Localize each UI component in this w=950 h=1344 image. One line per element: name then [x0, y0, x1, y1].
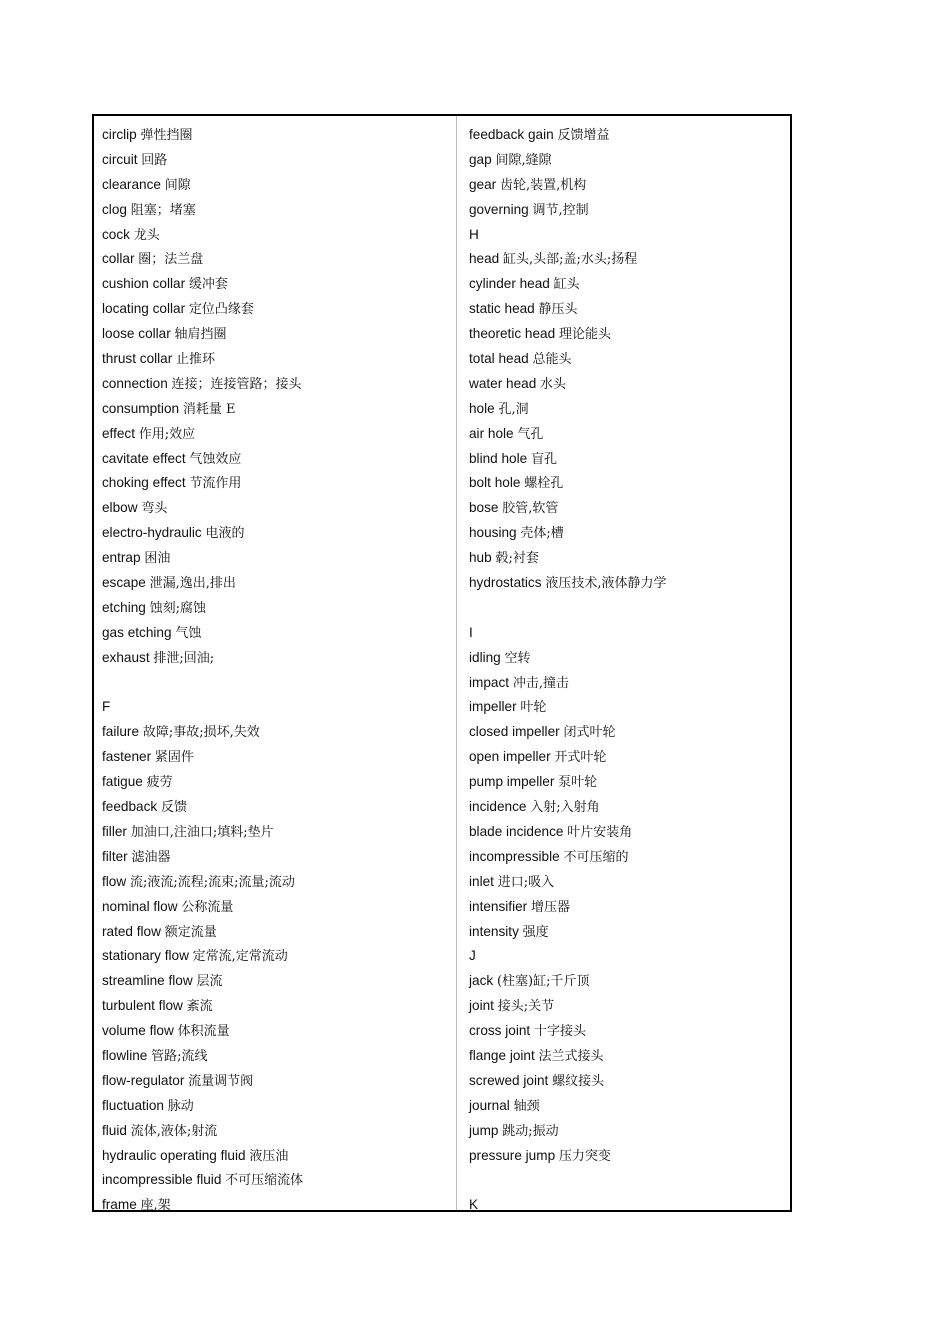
term-chinese: 齿轮,装置,机构 [500, 177, 587, 193]
term-chinese: 定位凸缘套 [188, 302, 254, 318]
term-english: consumption [102, 400, 180, 416]
term-chinese: 节流作用 [189, 476, 242, 492]
term-chinese: 连接；连接管路；接头 [171, 376, 302, 392]
term-english: cross joint [469, 1023, 531, 1039]
glossary-entry [102, 297, 452, 322]
term-english: fatigue [102, 774, 143, 790]
term-chinese: 壳体;槽 [520, 526, 564, 542]
glossary-entry [102, 1168, 452, 1193]
term-chinese: 紊流 [186, 999, 213, 1015]
glossary-entry [469, 720, 787, 745]
term-chinese: 入射;入射角 [530, 800, 600, 816]
term-chinese: 疲劳 [146, 775, 173, 791]
glossary-entry [469, 646, 787, 671]
term-english: impeller [469, 699, 517, 715]
term-english: feedback [102, 799, 158, 815]
term-english: cock [102, 226, 130, 242]
glossary-entry [102, 1144, 452, 1169]
term-chinese: 开式叶轮 [554, 750, 607, 766]
term-english: choking effect [102, 475, 186, 491]
glossary-entry [102, 944, 452, 969]
term-chinese: 液压油 [249, 1148, 289, 1164]
term-chinese: 胶管,软管 [502, 501, 559, 517]
term-chinese: 孔,洞 [498, 401, 529, 417]
term-english: idling [469, 649, 501, 665]
term-chinese: 间隙,缝隙 [495, 152, 552, 168]
term-chinese: 管路;流线 [151, 1048, 208, 1064]
term-chinese: 座,架 [140, 1198, 171, 1214]
term-english: F [102, 699, 111, 715]
term-english: gas etching [102, 624, 172, 640]
glossary-entry [102, 994, 452, 1019]
glossary-entry [469, 1193, 787, 1218]
term-english: total head [469, 351, 529, 367]
term-english: incidence [469, 799, 527, 815]
glossary-entry [469, 223, 787, 248]
term-chinese: 增压器 [530, 899, 570, 915]
term-english: screwed joint [469, 1072, 549, 1088]
term-chinese: 回路 [141, 152, 168, 168]
term-chinese: 困油 [144, 551, 171, 567]
term-english: theoretic head [469, 326, 556, 342]
term-english: circuit [102, 151, 138, 167]
term-chinese: 气蚀效应 [189, 451, 242, 467]
term-english: fluctuation [102, 1097, 164, 1113]
term-chinese: 空转 [504, 650, 531, 666]
term-chinese: 接头;关节 [497, 999, 555, 1015]
glossary-entry [102, 123, 452, 148]
term-english: governing [469, 201, 529, 217]
left-column [102, 123, 452, 1218]
term-chinese: 阻塞；堵塞 [130, 202, 196, 218]
term-chinese: 电液的 [205, 526, 245, 542]
term-chinese: 体积流量 [177, 1024, 230, 1040]
glossary-entry [469, 546, 787, 571]
term-chinese: 盲孔 [530, 451, 557, 467]
term-english: J [469, 948, 476, 964]
glossary-entry [469, 1144, 787, 1169]
term-english: intensity [469, 923, 519, 939]
term-chinese: 排泄;回油; [153, 650, 215, 666]
glossary-entry [469, 870, 787, 895]
term-chinese: 流量调节阀 [188, 1073, 254, 1089]
term-chinese: 额定流量 [164, 924, 217, 940]
term-english: failure [102, 724, 140, 740]
term-chinese: 蚀刻;腐蚀 [149, 600, 207, 616]
term-english: loose collar [102, 326, 171, 342]
glossary-entry [469, 372, 787, 397]
glossary-entry [102, 272, 452, 297]
glossary-entry [102, 322, 452, 347]
glossary-entry [469, 994, 787, 1019]
glossary-entry [469, 770, 787, 795]
glossary-entry [102, 422, 452, 447]
glossary-entry [102, 223, 452, 248]
glossary-entry [102, 720, 452, 745]
glossary-entry [469, 1168, 787, 1193]
term-chinese: 流;液流;流程;流束;流量;流动 [129, 874, 295, 890]
term-chinese: 不可压缩流体 [225, 1173, 304, 1189]
term-english: escape [102, 575, 146, 591]
term-chinese: 冲击,撞击 [512, 675, 569, 691]
glossary-entry [102, 496, 452, 521]
term-chinese: 气孔 [517, 426, 544, 442]
term-chinese: 进口;吸入 [497, 874, 555, 890]
glossary-entry [469, 671, 787, 696]
term-english: stationary flow [102, 948, 189, 964]
glossary-entry [102, 447, 452, 472]
term-english: thrust collar [102, 351, 173, 367]
term-english: I [469, 624, 473, 640]
term-chinese: 消耗量 E [182, 401, 236, 417]
term-english: frame [102, 1197, 137, 1213]
right-column [469, 123, 787, 1218]
glossary-entry [469, 795, 787, 820]
term-chinese: 叶片安装角 [567, 824, 633, 840]
term-chinese: 缸头 [553, 277, 580, 293]
glossary-entry [102, 247, 452, 272]
term-chinese: 总能头 [532, 352, 572, 368]
term-english: jump [469, 1122, 499, 1138]
glossary-table [92, 114, 792, 1212]
term-chinese: 弯头 [141, 501, 168, 517]
term-chinese: 反馈 [160, 800, 187, 816]
term-english: hydrostatics [469, 575, 542, 591]
term-english: feedback gain [469, 127, 554, 142]
term-english: clog [102, 201, 127, 217]
term-english: incompressible fluid [102, 1172, 222, 1188]
glossary-entry [469, 596, 787, 621]
term-chinese: 层流 [196, 974, 223, 990]
term-english: clearance [102, 176, 161, 192]
glossary-entry [469, 297, 787, 322]
term-english: bose [469, 500, 499, 516]
term-chinese: 泵叶轮 [558, 775, 598, 791]
glossary-entry [469, 944, 787, 969]
term-english: connection [102, 375, 168, 391]
term-chinese: 圈；法兰盘 [138, 252, 204, 268]
term-english: filter [102, 848, 128, 864]
glossary-entry [469, 397, 787, 422]
term-english: electro-hydraulic [102, 525, 202, 541]
glossary-entry [469, 1119, 787, 1144]
glossary-entry [469, 322, 787, 347]
term-chinese: 理论能头 [558, 327, 611, 343]
term-english: hydraulic operating fluid [102, 1147, 246, 1163]
term-chinese: 静压头 [538, 302, 578, 318]
term-chinese: 法兰式接头 [538, 1048, 604, 1064]
term-chinese: 缓冲套 [188, 277, 228, 293]
term-chinese: 紧固件 [154, 750, 194, 766]
term-chinese: 轴肩挡圈 [174, 327, 227, 343]
glossary-entry [102, 870, 452, 895]
term-english: air hole [469, 425, 514, 441]
term-chinese: (柱塞)缸;千斤顶 [496, 974, 590, 990]
term-english: hub [469, 550, 492, 566]
term-chinese: 泄漏,逸出,排出 [149, 576, 236, 592]
term-chinese: 压力突变 [558, 1148, 611, 1164]
glossary-entry [469, 521, 787, 546]
term-chinese: 作用;效应 [138, 426, 196, 442]
glossary-entry [102, 895, 452, 920]
term-english: gap [469, 151, 492, 167]
term-chinese: 故障;事故;损坏,失效 [142, 725, 260, 741]
term-english: housing [469, 525, 517, 541]
glossary-entry [469, 1094, 787, 1119]
glossary-entry [469, 895, 787, 920]
glossary-entry [102, 745, 452, 770]
term-english: pressure jump [469, 1147, 556, 1163]
term-english: joint [469, 998, 494, 1014]
term-english: elbow [102, 500, 138, 516]
glossary-entry [469, 969, 787, 994]
term-english: flow [102, 873, 127, 889]
term-chinese: 螺栓孔 [524, 476, 564, 492]
glossary-entry [469, 496, 787, 521]
glossary-entry [102, 173, 452, 198]
glossary-entry [102, 546, 452, 571]
glossary-entry [102, 621, 452, 646]
glossary-entry [469, 920, 787, 945]
term-english: H [469, 226, 479, 242]
term-english: gear [469, 176, 497, 192]
term-english: cylinder head [469, 276, 550, 292]
glossary-entry [102, 1119, 452, 1144]
term-english: rated flow [102, 923, 161, 939]
term-chinese: 轴颈 [513, 1098, 540, 1114]
term-chinese: 脉动 [167, 1098, 194, 1114]
term-english: static head [469, 301, 535, 317]
term-english: intensifier [469, 898, 528, 914]
glossary-entry [469, 247, 787, 272]
glossary-entry [102, 795, 452, 820]
glossary-entry [102, 1069, 452, 1094]
column-divider [456, 116, 457, 1210]
glossary-entry [102, 969, 452, 994]
term-chinese: 螺纹接头 [552, 1073, 605, 1089]
term-english: cavitate effect [102, 450, 186, 466]
term-english: streamline flow [102, 973, 193, 989]
term-english: fastener [102, 749, 152, 765]
term-chinese: 滤油器 [131, 849, 171, 865]
term-english: hole [469, 400, 495, 416]
glossary-entry [102, 1019, 452, 1044]
glossary-entry [102, 471, 452, 496]
term-chinese: 毂;衬套 [495, 551, 539, 567]
term-english: pump impeller [469, 774, 555, 790]
glossary-entry [102, 770, 452, 795]
glossary-entry [469, 745, 787, 770]
glossary-entry [102, 820, 452, 845]
term-english: flow-regulator [102, 1072, 185, 1088]
glossary-entry [102, 1094, 452, 1119]
term-chinese: 闭式叶轮 [563, 725, 616, 741]
term-english: journal [469, 1097, 510, 1113]
term-chinese: 反馈增益 [557, 128, 610, 143]
term-english: circlip [102, 127, 137, 142]
term-english: volume flow [102, 1023, 174, 1039]
glossary-entry [469, 845, 787, 870]
term-english: exhaust [102, 649, 150, 665]
glossary-entry [469, 1019, 787, 1044]
term-chinese: 水头 [540, 376, 567, 392]
glossary-entry [469, 422, 787, 447]
term-english: collar [102, 251, 135, 267]
term-english: blade incidence [469, 823, 564, 839]
term-chinese: 十字接头 [533, 1024, 586, 1040]
glossary-entry [469, 1069, 787, 1094]
glossary-entry [469, 148, 787, 173]
glossary-entry [469, 695, 787, 720]
term-english: effect [102, 425, 136, 441]
term-english: water head [469, 375, 537, 391]
term-chinese: 调节,控制 [532, 202, 589, 218]
term-english: jack [469, 973, 494, 989]
term-english: nominal flow [102, 898, 178, 914]
glossary-entry [102, 198, 452, 223]
term-english: bolt hole [469, 475, 521, 491]
term-chinese: 气蚀 [175, 625, 202, 641]
term-english: flange joint [469, 1047, 535, 1063]
term-chinese: 弹性挡圈 [140, 128, 193, 143]
glossary-entry [102, 646, 452, 671]
term-chinese: 龙头 [133, 227, 160, 243]
glossary-entry [469, 347, 787, 372]
term-chinese: 跳动;振动 [502, 1123, 559, 1139]
glossary-entry [102, 347, 452, 372]
term-english: K [469, 1197, 479, 1213]
term-english: entrap [102, 550, 141, 566]
term-chinese: 液压技术,液体静力学 [545, 576, 667, 592]
glossary-entry [102, 372, 452, 397]
glossary-entry [102, 1044, 452, 1069]
glossary-entry [102, 397, 452, 422]
term-english: etching [102, 599, 146, 615]
term-chinese: 叶轮 [520, 700, 547, 716]
glossary-entry [469, 820, 787, 845]
term-english: closed impeller [469, 724, 560, 740]
glossary-entry [469, 1044, 787, 1069]
term-chinese: 强度 [522, 924, 549, 940]
glossary-entry [469, 571, 787, 596]
glossary-entry [102, 671, 452, 696]
term-chinese: 止推环 [176, 352, 216, 368]
glossary-entry [102, 521, 452, 546]
term-english: impact [469, 674, 510, 690]
glossary-entry [102, 148, 452, 173]
term-english: fluid [102, 1122, 127, 1138]
term-english: blind hole [469, 450, 528, 466]
term-english: head [469, 251, 500, 267]
term-english: incompressible [469, 848, 560, 864]
term-chinese: 间隙 [164, 177, 191, 193]
glossary-entry [469, 272, 787, 297]
term-chinese: 流体,液体;射流 [130, 1123, 218, 1139]
term-english: inlet [469, 873, 494, 889]
glossary-entry [469, 198, 787, 223]
glossary-entry [469, 123, 787, 148]
glossary-entry [469, 471, 787, 496]
term-english: filler [102, 823, 127, 839]
glossary-entry [102, 695, 452, 720]
term-english: flowline [102, 1047, 148, 1063]
term-english: locating collar [102, 301, 186, 317]
term-english: turbulent flow [102, 998, 183, 1014]
glossary-entry [469, 447, 787, 472]
glossary-entry [102, 596, 452, 621]
glossary-entry [469, 621, 787, 646]
term-chinese: 不可压缩的 [563, 849, 629, 865]
glossary-entry [102, 1193, 452, 1218]
glossary-entry [469, 173, 787, 198]
term-chinese: 缸头,头部;盖;水头;扬程 [503, 252, 638, 268]
term-english: cushion collar [102, 276, 186, 292]
term-chinese: 定常流,定常流动 [192, 949, 288, 965]
glossary-entry [102, 920, 452, 945]
term-chinese: 公称流量 [181, 899, 234, 915]
glossary-entry [102, 571, 452, 596]
term-chinese: 加油口,注油口;填料;垫片 [130, 824, 274, 840]
glossary-entry [102, 845, 452, 870]
term-english: open impeller [469, 749, 551, 765]
